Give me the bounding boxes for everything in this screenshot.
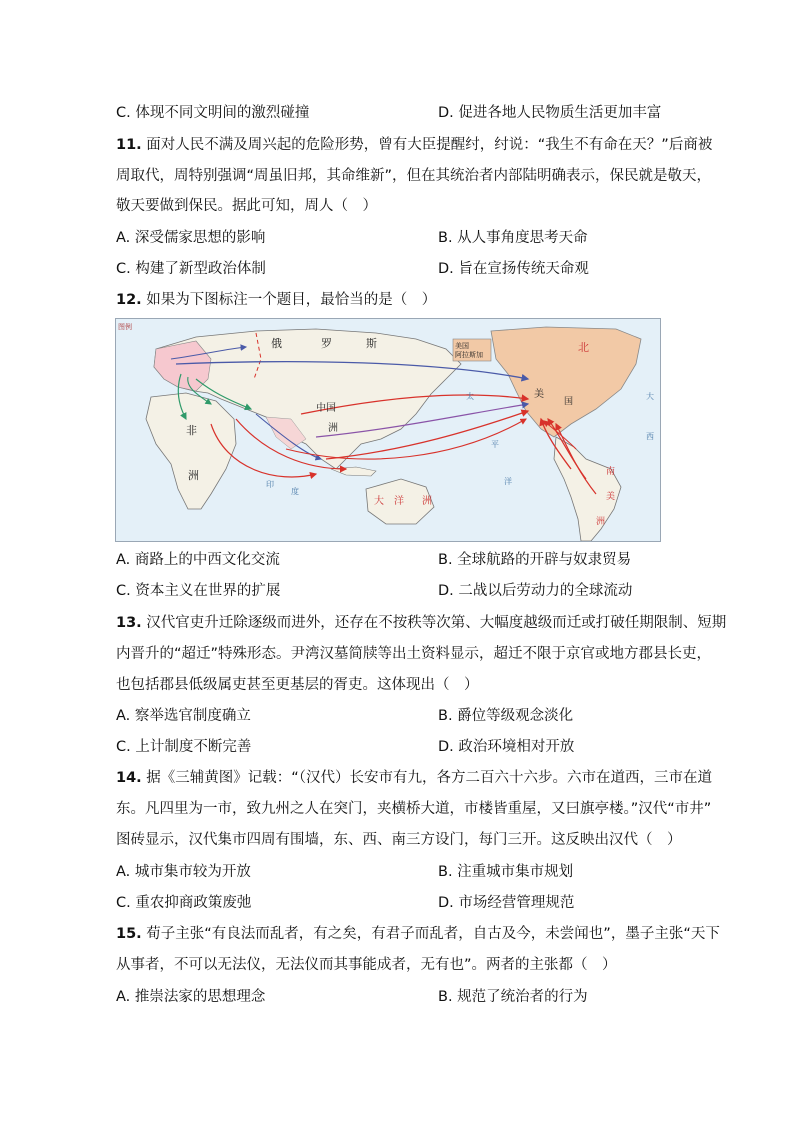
label-ocean-ping: 平: [491, 440, 499, 449]
q12-line-1: [116, 290, 436, 310]
q14-option-b[interactable]: B. 注重城市集市规划: [438, 864, 574, 880]
q11-line-3: 敬天要做到保民。据此可知，周人（ ）: [116, 198, 377, 214]
q14-line-2: 东。凡四里为一市，致九州之人在突门，夹横桥大道，市楼皆重屋，又曰旗亭楼。”汉代“市井”: [116, 801, 712, 817]
q12-text: 如果为下图标注一个题目，最恰当的是（ ）: [146, 292, 437, 308]
q15-text-1: 荀子主张“有良法而乱者，有之矣，有君子而乱者，自古及今，未尝闻也”，墨子主张“天下: [146, 926, 720, 942]
label-africa-1: 非: [186, 424, 197, 437]
q13-line-2: 内晋升的“超迁”特殊形态。尹湾汉墓简牍等出土资料显示，超迁不限于京官或地方郡县长吏，: [116, 646, 712, 662]
q13-option-a[interactable]: A. 察举选官制度确立: [116, 708, 251, 724]
q14-text-1: 据《三辅黄图》记载：“（汉代）长安市有九，各方二百六十六步。六市在道西，三市在道: [146, 770, 713, 786]
q13-option-c[interactable]: C. 上计制度不断完善: [116, 739, 252, 755]
q13-option-b[interactable]: B. 爵位等级观念淡化: [438, 708, 574, 724]
q14-option-d[interactable]: D. 市场经营管理规范: [438, 895, 575, 911]
q14-line-3: 图砖显示，汉代集市四周有围墙，东、西、南三方设门，每门三开。这反映出汉代（ ）: [116, 832, 682, 848]
label-oceania-1: 大: [374, 496, 384, 507]
q14-option-c[interactable]: C. 重农抑商政策废弛: [116, 895, 252, 911]
q12-option-d[interactable]: D. 二战以后劳动力的全球流动: [438, 583, 633, 599]
world-migration-map: [115, 318, 661, 542]
q13-text-1: 汉代官吏升迁除逐级而进外，还存在不按秩等次第、大幅度越级而迁或打破任期限制、短期: [146, 615, 727, 631]
q12-option-a[interactable]: A. 商路上的中西文化交流: [116, 552, 280, 568]
q14-number: 14.: [116, 770, 142, 786]
q11-option-c[interactable]: C. 构建了新型政治体制: [116, 261, 266, 277]
label-russia-2: 罗: [321, 337, 332, 350]
label-russia-1: 俄: [271, 337, 282, 350]
label-ocean-tai: 太: [466, 392, 474, 401]
label-usa-2: 国: [564, 397, 574, 407]
label-alaska: 阿拉斯加: [455, 351, 483, 359]
q13-option-d[interactable]: D. 政治环境相对开放: [438, 739, 575, 755]
q12-option-b[interactable]: B. 全球航路的开辟与奴隶贸易: [438, 552, 632, 568]
q11-line-1: [116, 135, 712, 155]
label-indian-yin: 印: [266, 480, 274, 489]
q11-text-1: 面对人民不满及周兴起的危险形势，曾有大臣提醒纣，纣说：“我生不有命在天？”后商被: [146, 137, 713, 153]
q11-option-a[interactable]: A. 深受儒家思想的影响: [116, 230, 266, 246]
map-legend-corner: 图例: [118, 323, 132, 331]
label-asia-zhou: 洲: [328, 423, 338, 434]
q14-line-1: [116, 768, 712, 788]
label-oceania-2: 洋: [394, 496, 404, 507]
q15-number: 15.: [116, 926, 142, 942]
q12-number: 12.: [116, 292, 142, 308]
q13-number: 13.: [116, 615, 142, 631]
q11-option-d[interactable]: D. 旨在宣扬传统天命观: [438, 261, 589, 277]
q12-option-c[interactable]: C. 资本主义在世界的扩展: [116, 583, 281, 599]
label-usa-1: 美: [534, 389, 544, 400]
label-south-3: 洲: [596, 517, 606, 527]
q15-line-1: [116, 924, 720, 944]
q14-option-a[interactable]: A. 城市集市较为开放: [116, 864, 251, 880]
q15-option-a[interactable]: A. 推崇法家的思想理念: [116, 989, 266, 1005]
label-south-1: 南: [606, 467, 616, 477]
q13-line-1: [116, 613, 726, 633]
label-atlantic-xi: 西: [646, 432, 654, 441]
q11-option-b[interactable]: B. 从人事角度思考天命: [438, 230, 588, 246]
label-atlantic-da: 大: [646, 392, 654, 401]
prev-option-c: C. 体现不同文明间的激烈碰撞: [116, 105, 310, 121]
q15-option-b[interactable]: B. 规范了统治者的行为: [438, 989, 588, 1005]
label-alaska-us: 美国: [455, 342, 469, 350]
label-indian-du: 度: [291, 487, 299, 496]
label-china: 中国: [316, 403, 336, 414]
q15-line-2: 从事者，不可以无法仪，无法仪而其事能成者，无有也”。两者的主张都（ ）: [116, 957, 617, 973]
prev-option-d: D. 促进各地人民物质生活更加丰富: [438, 105, 662, 121]
label-africa-2: 洲: [188, 469, 199, 482]
q11-line-2: 周取代，周特别强调“周虽旧邦，其命维新”，但在其统治者内部陆明确表示，保民就是敬天，: [116, 168, 712, 184]
label-russia-3: 斯: [366, 337, 377, 350]
label-ocean-yang: 洋: [504, 477, 512, 486]
q11-number: 11.: [116, 137, 142, 153]
q13-line-3: 也包括郡县低级属吏甚至更基层的胥吏。这体现出（ ）: [116, 677, 479, 693]
label-oceania-3: 洲: [422, 496, 432, 507]
label-south-2: 美: [606, 492, 616, 502]
label-north: 北: [578, 341, 589, 354]
